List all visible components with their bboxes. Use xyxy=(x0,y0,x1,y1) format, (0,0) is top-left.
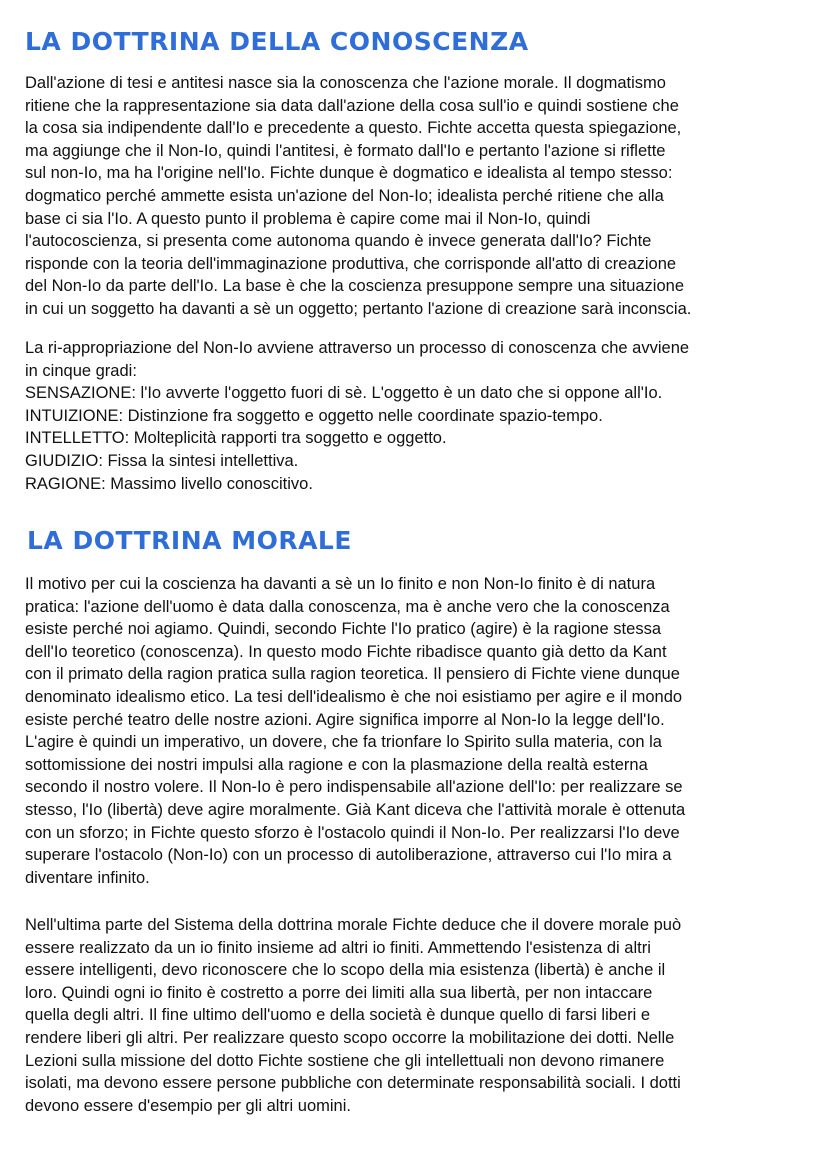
text-line: Dall'azione di tesi e antitesi nasce sia la conoscenza che l'azione morale. Il dogmatismo xyxy=(25,74,666,92)
text-line: ma aggiunge che il Non-Io, quindi l'antitesi, è formato dall'Io e pertanto l'azione si riflette xyxy=(25,141,666,160)
text-line: isolati, ma devono essere persone pubbliche con determinate responsabilità sociali. I dotti xyxy=(25,1074,681,1093)
text-line: superare l'ostacolo (Non-Io) con un processo di autoliberazione, attraverso cui l'Io mira a xyxy=(25,846,672,865)
section-title-morale: LA DOTTRINA MORALE xyxy=(27,526,352,555)
text-line: stesso, l'Io (libertà) deve agire moralmente. Già Kant diceva che l'attività morale è ottenuta xyxy=(25,800,686,819)
text-line: dell'Io teoretico (conoscenza). In questo modo Fichte ribadisce quanto già detto da Kant xyxy=(25,642,667,661)
text-line: L'agire è quindi un imperativo, un dovere, che fa trionfare lo Spirito sulla materia, con la xyxy=(25,733,662,752)
text-line: esiste perché teatro delle nostre azioni. Agire significa imporre al Non-Io la legge dell'Io. xyxy=(25,710,665,729)
grade-intelletto: INTELLETTO: Molteplicità rapporti tra soggetto e oggetto. xyxy=(25,429,447,448)
text-line: essere realizzato da un io finito insieme ad altri io finiti. Ammettendo l'esistenza di altri xyxy=(25,938,651,957)
text-line: loro. Quindi ogni io finito è costretto a porre dei limiti alla sua libertà, per non intaccare xyxy=(25,983,653,1002)
text-line: esiste perché noi agiamo. Quindi, secondo Fichte l'Io pratico (agire) è la ragione stessa xyxy=(25,620,661,639)
text-line: secondo il nostro volere. Il Non-Io è pero indispensabile all'azione dell'Io: per realizzare se xyxy=(25,778,683,797)
grade-intuizione: INTUIZIONE: Distinzione fra soggetto e oggetto nelle coordinate spazio-tempo. xyxy=(25,406,603,425)
text-line: sottomissione dei nostri impulsi alla ragione e con la plasmazione della realtà esterna xyxy=(25,755,648,774)
text-line: devono essere d'esempio per gli altri uomini. xyxy=(25,1096,351,1115)
text-line: in cinque gradi: xyxy=(25,361,137,380)
paragraph-morale-2 xyxy=(25,914,805,1117)
text-line: diventare infinito. xyxy=(25,868,150,887)
text-line: sul non-Io, ma ha l'origine nell'Io. Fichte dunque è dogmatico e idealista al tempo stesso: xyxy=(25,164,673,183)
text-line: la cosa sia indipendente dall'Io e precedente a questo. Fichte accetta questa spiegazione, xyxy=(25,119,682,138)
paragraph-morale-1 xyxy=(25,573,805,889)
text-line: essere intelligenti, devo riconoscere che lo scopo della mia esistenza (libertà) è anche il xyxy=(25,961,666,980)
grade-ragione: RAGIONE: Massimo livello conoscitivo. xyxy=(25,474,313,493)
paragraph-conoscenza xyxy=(25,72,805,321)
text-line: quella degli altri. Il fine ultimo dell'uomo e della società è dunque quello di farsi liberi e xyxy=(25,1006,651,1025)
text-line: denominato idealismo etico. La tesi dell'idealismo è che noi esistiamo per agire e il mondo xyxy=(25,687,683,706)
text-line: dogmatico perché ammette esista un'azione del Non-Io; idealista perché ritiene che alla xyxy=(25,186,664,205)
text-line: ritiene che la rappresentazione sia data dall'azione della cosa sull'io e quindi sostiene che xyxy=(25,96,679,115)
text-line: Lezioni sulla missione del dotto Fichte sostiene che gli intellettuali non devono rimanere xyxy=(25,1051,665,1070)
text-line: del Non-Io da parte dell'Io. La base è che la coscienza presuppone sempre una situazione xyxy=(25,277,684,296)
text-line: rendere liberi gli altri. Per realizzare questo scopo occorre la mobilitazione dei dotti. Nelle xyxy=(25,1028,675,1047)
text-line: risponde con la teoria dell'immaginazione produttiva, che corrisponde all'atto di creazione xyxy=(25,254,677,273)
text-line: l'autocoscienza, si presenta come autonoma quando è invece generata dall'Io? Fichte xyxy=(25,232,652,251)
paragraph-gradi xyxy=(25,337,805,495)
text-line: con un sforzo; in Fichte questo sforzo è l'ostacolo quindi il Non-Io. Per realizzarsi l'Io deve xyxy=(25,823,680,842)
text-line: Nell'ultima parte del Sistema della dottrina morale Fichte deduce che il dovere morale può xyxy=(25,916,682,934)
text-line: base ci sia l'Io. A questo punto il problema è capire come mai il Non-Io, quindi xyxy=(25,209,591,228)
grade-giudizio: GIUDIZIO: Fissa la sintesi intellettiva. xyxy=(25,451,299,470)
text-line: con il primato della ragion pratica sulla ragion teoretica. Il pensiero di Fichte viene dunque xyxy=(25,665,680,684)
text-line: in cui un soggetto ha davanti a sè un oggetto; pertanto l'azione di creazione sarà inconscia. xyxy=(25,299,692,318)
text-line: La ri-appropriazione del Non-Io avviene attraverso un processo di conoscenza che avviene xyxy=(25,339,690,357)
grade-sensazione: SENSAZIONE: l'Io avverte l'oggetto fuori di sè. L'oggetto è un dato che si oppone all'Io. xyxy=(25,384,663,403)
text-line: Il motivo per cui la coscienza ha davanti a sè un Io finito e non Non-Io finito è di natura xyxy=(25,575,656,593)
section-title-conoscenza: LA DOTTRINA DELLA CONOSCENZA xyxy=(25,27,529,56)
text-line: pratica: l'azione dell'uomo è data dalla conoscenza, ma è anche vero che la conoscenza xyxy=(25,597,670,616)
